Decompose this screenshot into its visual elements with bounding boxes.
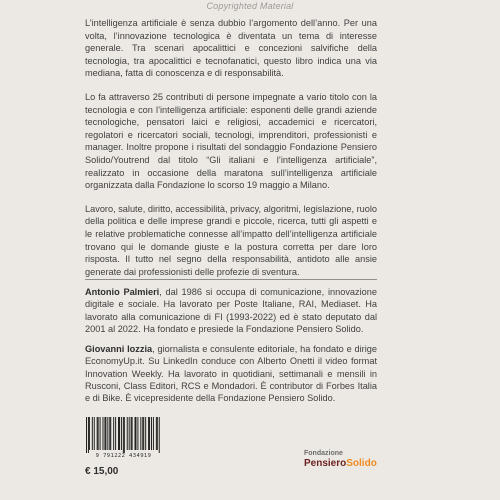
barcode-bar bbox=[140, 417, 141, 450]
barcode-bar bbox=[129, 417, 130, 450]
author-name: Antonio Palmieri bbox=[85, 287, 160, 297]
author-bio-2 bbox=[85, 343, 377, 404]
barcode-bar bbox=[86, 417, 87, 453]
barcode-bar bbox=[145, 417, 146, 450]
barcode-bar bbox=[92, 417, 93, 450]
barcode-bar bbox=[135, 417, 136, 450]
barcode-bar bbox=[100, 417, 101, 450]
barcode-bar bbox=[123, 417, 124, 453]
barcode-bar bbox=[143, 417, 144, 450]
barcode-bar bbox=[105, 417, 106, 450]
price-label: € 15,00 bbox=[85, 466, 119, 477]
barcode-bar bbox=[119, 417, 120, 450]
publisher-logo-word-2: Solido bbox=[346, 458, 377, 469]
description-block bbox=[85, 17, 377, 289]
barcode-bar bbox=[132, 417, 133, 450]
author-bio-text: , giornalista e consulente editoriale, ha fondato e dirige EconomyUp.it. Su LinkedIn conduce con Alberto Onetti il video format Innovation Weekly. Ha lavorato in quotidiani, settimanali e mensili in Rusconi, Class Editori, RCS e Mondadori. È contributor di Forbes Italia e di Bike. È vicepresidente della Fondazione Pensiero Solido. bbox=[85, 344, 377, 404]
barcode bbox=[85, 416, 162, 454]
barcode-bar bbox=[102, 417, 103, 450]
publisher-logo bbox=[304, 450, 384, 469]
barcode-bar bbox=[110, 417, 111, 450]
barcode-bar bbox=[153, 417, 154, 450]
barcode-bar bbox=[109, 417, 110, 450]
barcode-bar bbox=[94, 417, 95, 450]
isbn-number: 9 791222 434919 bbox=[95, 453, 152, 459]
barcode-bar bbox=[118, 417, 119, 450]
description-paragraph-2: Lo fa attraverso 25 contributi di persone impegnate a vario titolo con la tecnologia e con l’intelligenza artificiale: esponenti delle grandi aziende tecnologiche, pensatori laici e religiosi, accademici e ricercatori, regolatori e ricercatori sociali, tecnologi, imprenditori, professionisti e manager. Inoltre propone i risultati del sondaggio Fondazione Pensiero Solido/Youtrend dal titolo “Gli italiani e l’intelligenza artificiale”, realizzato in occasione della maratona sull’intelligenza artificiale organizzata dalla Fondazione lo scorso 19 maggio a Milano. bbox=[85, 91, 377, 191]
barcode-bar bbox=[135, 417, 136, 450]
barcode-bar bbox=[151, 417, 152, 450]
barcode-bar bbox=[88, 417, 89, 453]
section-divider bbox=[85, 279, 377, 280]
barcode-bar bbox=[98, 417, 99, 450]
barcode-bar bbox=[149, 417, 150, 450]
barcode-bar bbox=[159, 417, 160, 453]
barcode-bar bbox=[89, 417, 90, 450]
publisher-logo-word-1: Pensiero bbox=[304, 458, 347, 469]
description-paragraph-3: Lavoro, salute, diritto, accessibilità, privacy, algoritmi, legislazione, ruolo della politica e delle imprese grandi e piccole, ricerca, tutti gli aspetti e le relative problematiche connesse all’impatto dell’intelligenza artificiale trovano qui le domande giuste e la postura corretta per dare loro risposta. Il tutto nel segno della responsabilità, antidoto alle ansie generate dai professionisti delle profezie di sventura. bbox=[85, 203, 377, 277]
barcode-bar bbox=[131, 417, 132, 450]
barcode-bar bbox=[148, 417, 149, 450]
publisher-logo-main bbox=[304, 458, 384, 469]
author-name: Giovanni Iozzia bbox=[85, 344, 153, 355]
barcode-bar bbox=[156, 417, 157, 450]
barcode-bar bbox=[137, 417, 138, 450]
barcode-bar bbox=[107, 417, 108, 450]
barcode-bar bbox=[142, 417, 143, 450]
barcode-bar bbox=[157, 417, 158, 450]
author-bio-1 bbox=[85, 286, 377, 335]
copyright-watermark: Copyrighted Material bbox=[206, 1, 294, 11]
author-bio-text: , dal 1986 si occupa di comunicazione, innovazione digitale e sociale. Ha lavorato per Poste Italiane, RAI, Mediaset. Ha lavorato alla comunicazione di FI (1993-2022) ed è stato deputato dal 2001 al 2022. Ha fondato e presiede la Fondazione Pensiero Solido. bbox=[85, 287, 378, 334]
barcode-bar bbox=[124, 417, 125, 453]
publisher-logo-top: Fondazione bbox=[304, 450, 343, 457]
barcode-bar bbox=[113, 417, 114, 450]
barcode-bar bbox=[121, 417, 122, 450]
barcode-bar bbox=[127, 417, 128, 450]
description-paragraph-1: L’intelligenza artificiale è senza dubbio l’argomento dell’anno. Per una volta, l’innovazione tecnologica è diventata un tema di interesse generale. Tra scenari apocalittici e concezioni salvifiche della tecnologia, tra apocalittici e tecnofanatici, questo libro indica una via mediana, fatta di conoscenza e di responsabilità. bbox=[85, 18, 377, 79]
author-bios bbox=[85, 286, 377, 413]
barcode-bar bbox=[104, 417, 105, 450]
barcode-bar bbox=[97, 417, 98, 450]
barcode-bar bbox=[115, 417, 116, 450]
